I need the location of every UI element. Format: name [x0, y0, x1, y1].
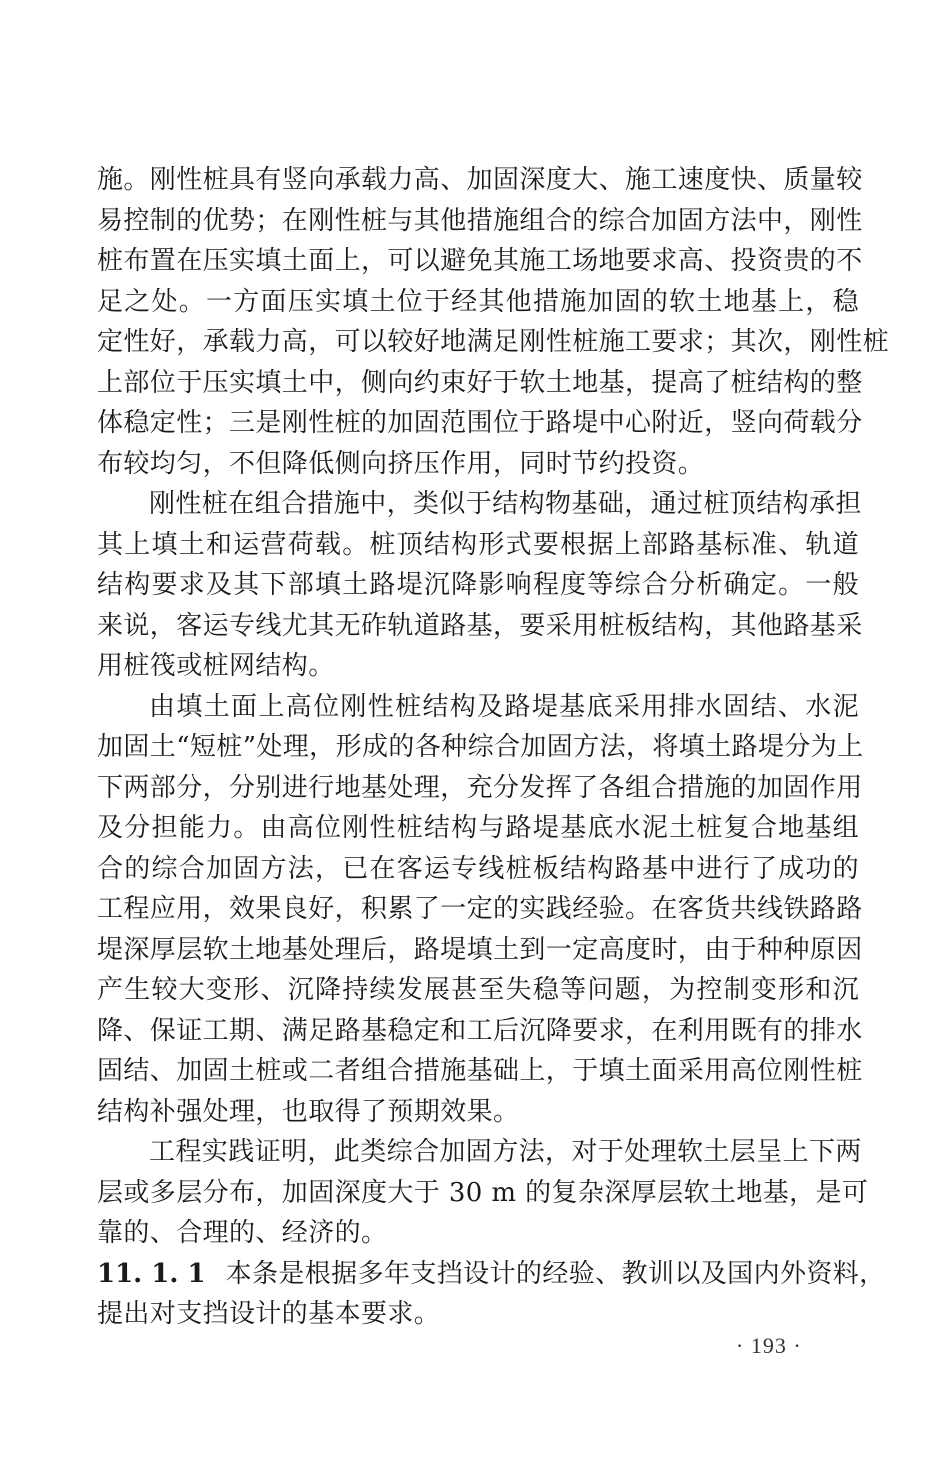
text-line: 桩布置在压实填土面上，可以避免其施工场地要求高、投资贵的不 — [97, 246, 863, 276]
text-line: 由填土面上高位刚性桩结构及路堤基底采用排水固结、水泥 — [149, 691, 859, 722]
text-line: 固结、加固土桩或二者组合措施基础上，于填土面采用高位刚性桩 — [97, 1056, 863, 1086]
paragraph-pile-cap-structure — [97, 484, 863, 687]
text-line: 下两部分，分别进行地基处理，充分发挥了各组合措施的加固作用 — [97, 772, 863, 803]
text-line: 层或多层分布，加固深度大于 30 m 的复杂深厚层软土地基，是可 — [97, 1177, 869, 1208]
text-line: 用桩筏或桩网结构。 — [97, 651, 335, 681]
text-line: 提出对支挡设计的基本要求。 — [97, 1299, 441, 1329]
text-line: 产生较大变形、沉降持续发展甚至失稳等问题，为控制变形和沉 — [97, 975, 859, 1005]
text-line: 工程应用，效果良好，积累了一定的实践经验。在客货共线铁路路 — [97, 894, 863, 924]
text-line: 上部位于压实填土中，侧向约束好于软土地基，提高了桩结构的整 — [97, 367, 863, 398]
text-line: 刚性桩在组合措施中，类似于结构物基础，通过桩顶结构承担 — [149, 489, 862, 519]
text-line: 体稳定性；三是刚性桩的加固范围位于路堤中心附近，竖向荷载分 — [97, 408, 863, 438]
text-line: 靠的、合理的、经济的。 — [97, 1218, 388, 1248]
page-number: · 193 · — [736, 1333, 802, 1358]
paragraph-combined-reinforcement — [97, 687, 864, 1133]
clause-11-1-1 — [97, 1254, 886, 1335]
text-line: 结构补强处理，也取得了预期效果。 — [97, 1096, 520, 1127]
text-line: 布较均匀，不但降低侧向挤压作用，同时节约投资。 — [97, 448, 705, 479]
text-line: 及分担能力。由高位刚性桩结构与路堤基底水泥土桩复合地基组 — [97, 813, 859, 843]
text-line: 结构要求及其下部填土路堤沉降影响程度等综合分析确定。一般 — [97, 570, 859, 600]
text-line: 来说，客运专线尤其无砟轨道路基，要采用桩板结构，其他路基采 — [97, 610, 863, 641]
text-line: 其上填土和运营荷载。桩顶结构形式要根据上部路基标准、轨道 — [97, 529, 859, 560]
clause-text: 本条是根据多年支挡设计的经验、教训以及国内外资料， — [225, 1258, 886, 1289]
text-line: 加固土“短桩”处理，形成的各种综合加固方法，将填土路堤分为上 — [97, 732, 864, 762]
document-body — [97, 160, 890, 1335]
text-line: 工程实践证明，此类综合加固方法，对于处理软土层呈上下两 — [149, 1137, 862, 1167]
text-line: 施。刚性桩具有竖向承载力高、加固深度大、施工速度快、质量较 — [97, 165, 863, 195]
paragraph-engineering-practice — [97, 1132, 869, 1254]
text-line: 合的综合加固方法，已在客运专线桩板结构路基中进行了成功的 — [97, 853, 859, 884]
paragraph-rigid-pile-advantages — [97, 160, 890, 484]
text-line: 足之处。一方面压实填土位于经其他措施加固的软土地基上，稳 — [97, 286, 859, 317]
text-line: 易控制的优势；在刚性桩与其他措施组合的综合加固方法中，刚性 — [97, 205, 863, 236]
text-line: 降、保证工期、满足路基稳定和工后沉降要求，在利用既有的排水 — [97, 1015, 863, 1046]
text-line: 定性好，承载力高，可以较好地满足刚性桩施工要求；其次，刚性桩 — [97, 327, 890, 357]
text-line — [97, 1254, 886, 1295]
text-line: 堤深厚层软土地基处理后，路堤填土到一定高度时，由于种种原因 — [97, 934, 863, 965]
clause-number: 11. 1. 1 — [97, 1258, 206, 1289]
